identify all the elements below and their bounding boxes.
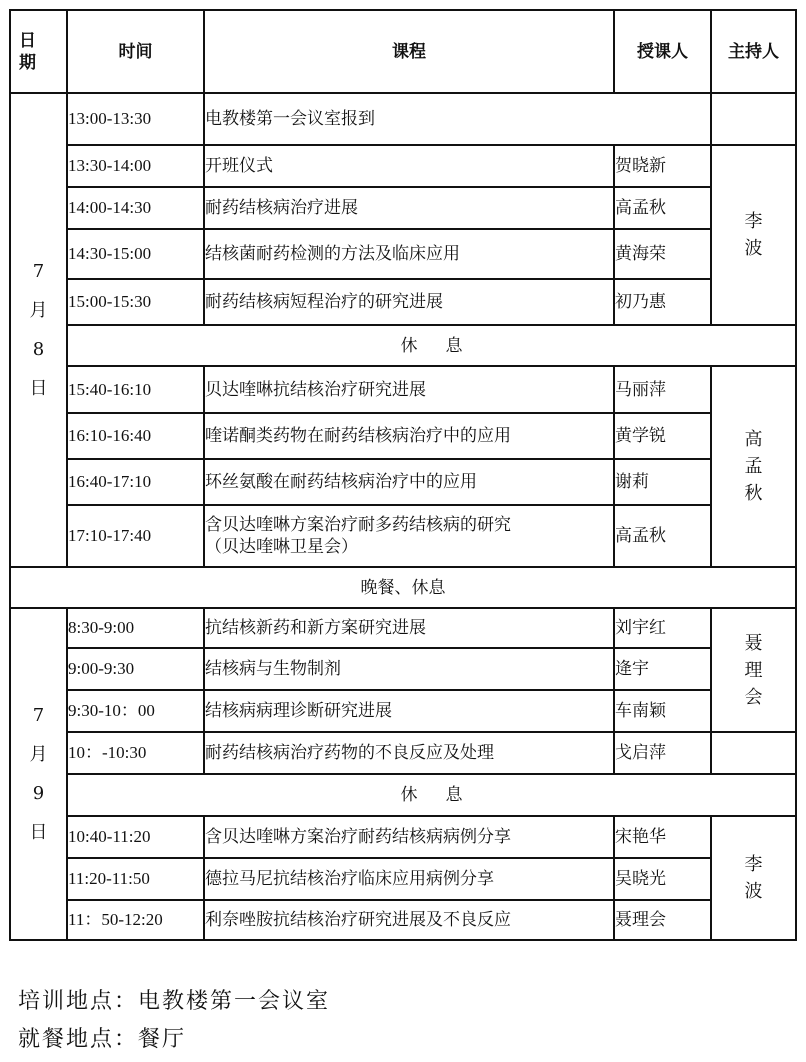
time-cell: 16:40-17:10 [67, 459, 204, 505]
time-cell: 8:30-9:00 [67, 608, 204, 648]
lecturer-cell: 黄海荣 [614, 229, 711, 279]
day2-date-cell: 7 月 9 日 [10, 608, 67, 940]
course-cell: 电教楼第一会议室报到 [204, 93, 711, 145]
time-cell: 9:30-10：00 [67, 690, 204, 732]
table-row [10, 648, 796, 690]
course-cell: 结核病与生物制剂 [204, 648, 614, 690]
time-cell: 14:30-15:00 [67, 229, 204, 279]
lecturer-cell: 宋艳华 [614, 816, 711, 858]
host-cell: 聂 理 会 [711, 608, 796, 732]
course-header: 课程 [204, 10, 614, 93]
table-row [10, 413, 796, 459]
course-cell: 德拉马尼抗结核治疗临床应用病例分享 [204, 858, 614, 900]
lecturer-cell: 聂理会 [614, 900, 711, 940]
table-row [10, 279, 796, 325]
break-row [10, 567, 796, 608]
break-cell: 休 息 [67, 325, 796, 366]
course-cell: 喹诺酮类药物在耐药结核病治疗中的应用 [204, 413, 614, 459]
table-row [10, 229, 796, 279]
venue-line [18, 984, 330, 1015]
course-cell: 抗结核新药和新方案研究进展 [204, 608, 614, 648]
host-cell-empty [711, 93, 796, 145]
time-cell: 10:40-11:20 [67, 816, 204, 858]
course-cell: 利奈唑胺抗结核治疗研究进展及不良反应 [204, 900, 614, 940]
dining-line [18, 1022, 186, 1053]
host-cell-empty [711, 732, 796, 774]
lecturer-header: 授课人 [614, 10, 711, 93]
table-row [10, 366, 796, 413]
lecturer-cell: 高孟秋 [614, 505, 711, 567]
lecturer-cell: 谢莉 [614, 459, 711, 505]
course-cell: 开班仪式 [204, 145, 614, 187]
lecturer-cell: 吴晓光 [614, 858, 711, 900]
header-row [10, 10, 796, 93]
dinner-break-cell: 晚餐、休息 [10, 567, 796, 608]
time-cell: 15:40-16:10 [67, 366, 204, 413]
table-row [10, 900, 796, 940]
course-cell: 贝达喹啉抗结核治疗研究进展 [204, 366, 614, 413]
dining-label: 就餐地点： [18, 1027, 139, 1052]
table-row [10, 816, 796, 858]
course-cell [204, 505, 614, 567]
host-cell: 高 孟 秋 [711, 366, 796, 567]
date-header: 日 期 [10, 10, 67, 93]
table-row [10, 145, 796, 187]
day1-date-cell: 7 月 8 日 [10, 93, 67, 567]
venue-value: 电教楼第一会议室 [138, 989, 331, 1014]
dining-value: 餐厅 [138, 1027, 187, 1052]
lecturer-cell: 黄学锐 [614, 413, 711, 459]
time-header: 时间 [67, 10, 204, 93]
time-cell: 11:20-11:50 [67, 858, 204, 900]
break-row [10, 325, 796, 366]
table-row [10, 93, 796, 145]
course-cell: 结核病病理诊断研究进展 [204, 690, 614, 732]
time-cell: 9:00-9:30 [67, 648, 204, 690]
schedule-table [9, 9, 797, 941]
time-cell: 16:10-16:40 [67, 413, 204, 459]
break-cell: 休 息 [67, 774, 796, 816]
lecturer-cell: 逄宇 [614, 648, 711, 690]
table-row [10, 187, 796, 229]
table-row [10, 690, 796, 732]
course-cell: 环丝氨酸在耐药结核病治疗中的应用 [204, 459, 614, 505]
course-cell: 耐药结核病短程治疗的研究进展 [204, 279, 614, 325]
venue-label: 培训地点： [18, 989, 139, 1014]
lecturer-cell: 贺晓新 [614, 145, 711, 187]
lecturer-cell: 刘宇红 [614, 608, 711, 648]
time-cell: 15:00-15:30 [67, 279, 204, 325]
course-line-1: 含贝达喹啉方案治疗耐多药结核病的研究 [205, 515, 511, 535]
time-cell: 14:00-14:30 [67, 187, 204, 229]
table-row [10, 459, 796, 505]
time-cell: 11：50-12:20 [67, 900, 204, 940]
course-cell: 耐药结核病治疗药物的不良反应及处理 [204, 732, 614, 774]
host-cell: 李 波 [711, 816, 796, 940]
course-line-2: （贝达喹啉卫星会） [205, 537, 358, 557]
lecturer-cell: 戈启萍 [614, 732, 711, 774]
lecturer-cell: 马丽萍 [614, 366, 711, 413]
host-header: 主持人 [711, 10, 796, 93]
table-row [10, 505, 796, 567]
table-row [10, 858, 796, 900]
course-cell: 含贝达喹啉方案治疗耐药结核病病例分享 [204, 816, 614, 858]
time-cell: 13:30-14:00 [67, 145, 204, 187]
time-cell: 17:10-17:40 [67, 505, 204, 567]
table-row [10, 608, 796, 648]
lecturer-cell: 高孟秋 [614, 187, 711, 229]
table-row [10, 732, 796, 774]
break-row [10, 774, 796, 816]
lecturer-cell: 初乃惠 [614, 279, 711, 325]
course-cell: 耐药结核病治疗进展 [204, 187, 614, 229]
host-cell: 李 波 [711, 145, 796, 325]
course-cell: 结核菌耐药检测的方法及临床应用 [204, 229, 614, 279]
time-cell: 10：-10:30 [67, 732, 204, 774]
lecturer-cell: 车南颖 [614, 690, 711, 732]
time-cell: 13:00-13:30 [67, 93, 204, 145]
